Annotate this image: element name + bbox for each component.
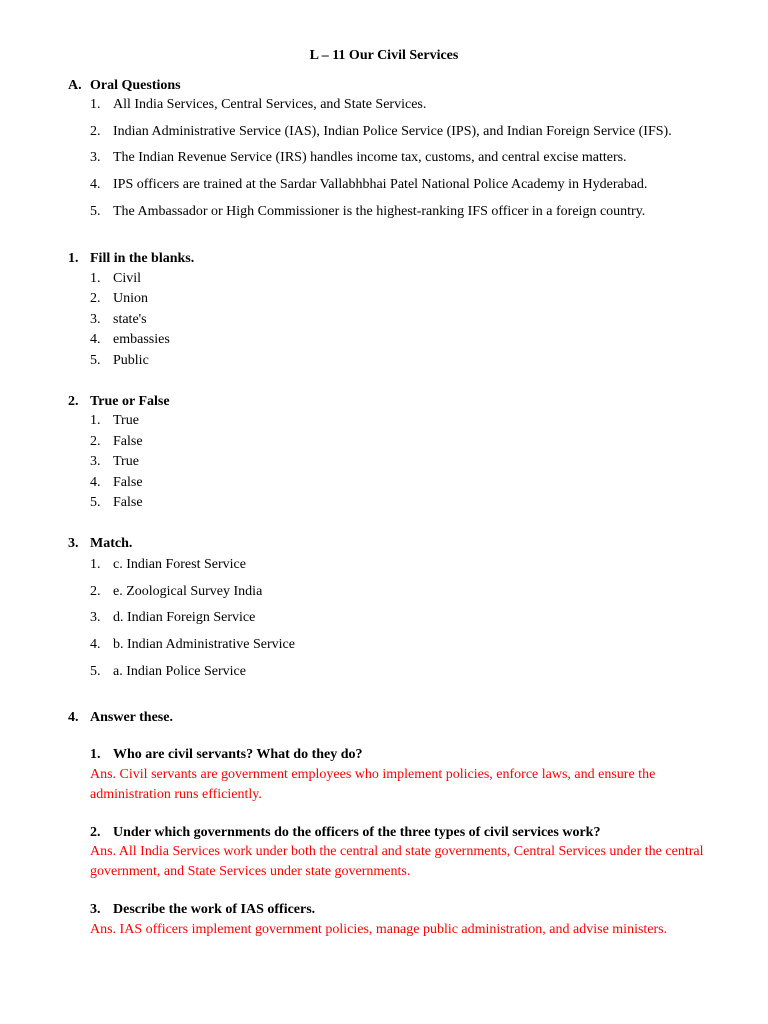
section-heading-fill: [68, 250, 194, 268]
section-title: Fill in the blanks.: [90, 251, 195, 266]
section-title: Match.: [90, 536, 133, 551]
question-text: Who are civil servants? What do they do?: [113, 747, 363, 762]
item-text: False: [113, 495, 143, 510]
item-number: 5.: [90, 495, 101, 510]
answer-text: Ans. All India Services work under both the central and state governments, Central Services under the central government, and State Services under state governments.: [90, 844, 704, 879]
item-text: a. Indian Police Service: [113, 664, 246, 679]
list-item: [90, 433, 143, 451]
question-number: 2.: [90, 825, 101, 840]
item-number: 4.: [90, 177, 101, 192]
list-item: [90, 609, 255, 627]
list-item: [90, 352, 149, 370]
item-number: 1.: [90, 413, 101, 428]
question-number: 1.: [90, 747, 101, 762]
list-item: [90, 636, 295, 654]
item-number: 1.: [90, 97, 101, 112]
list-item: [90, 176, 647, 194]
item-text: False: [113, 434, 143, 449]
list-item: [90, 149, 627, 167]
section-title: Answer these.: [90, 710, 173, 725]
item-text: Union: [113, 291, 148, 306]
item-text: The Ambassador or High Commissioner is the highest-ranking IFS officer in a foreign country.: [113, 204, 646, 219]
question: [90, 824, 600, 842]
list-item: [90, 270, 141, 288]
item-number: 5.: [90, 664, 101, 679]
item-number: 3.: [90, 454, 101, 469]
section-heading-match: [68, 535, 132, 553]
item-text: True: [113, 454, 139, 469]
list-item: [90, 583, 262, 601]
list-item: [90, 203, 645, 221]
item-text: c. Indian Forest Service: [113, 557, 246, 572]
list-item: [90, 290, 148, 308]
item-text: All India Services, Central Services, and State Services.: [113, 97, 427, 112]
section-marker: 1.: [68, 251, 79, 266]
section-title: True or False: [90, 394, 170, 409]
section-heading-oral: [68, 77, 181, 95]
question: [90, 746, 363, 764]
list-item: [90, 412, 139, 430]
page-title: L – 11 Our Civil Services: [309, 48, 459, 63]
section-title: Oral Questions: [90, 78, 181, 93]
list-item: [90, 663, 246, 681]
item-number: 5.: [90, 204, 101, 219]
item-number: 2.: [90, 584, 101, 599]
item-number: 3.: [90, 312, 101, 327]
item-text: e. Zoological Survey India: [113, 584, 263, 599]
list-item: [90, 96, 426, 114]
item-text: Civil: [113, 271, 142, 286]
section-heading-truefalse: [68, 393, 170, 411]
list-item: [90, 311, 147, 329]
section-marker: 3.: [68, 536, 79, 551]
item-number: 2.: [90, 291, 101, 306]
item-number: 2.: [90, 434, 101, 449]
section-heading-answer: [68, 709, 173, 727]
item-text: False: [113, 475, 143, 490]
question-number: 3.: [90, 902, 101, 917]
list-item: [90, 331, 170, 349]
answer-text: Ans. IAS officers implement government policies, manage public administration, and advise ministers.: [90, 922, 668, 937]
item-number: 1.: [90, 271, 101, 286]
question: [90, 901, 315, 919]
item-number: 3.: [90, 150, 101, 165]
item-text: IPS officers are trained at the Sardar Vallabhbhai Patel National Police Academy in Hyderabad.: [113, 177, 648, 192]
list-item: [90, 556, 246, 574]
item-text: Indian Administrative Service (IAS), Indian Police Service (IPS), and Indian Foreign Service (IFS).: [113, 124, 672, 139]
item-number: 4.: [90, 475, 101, 490]
list-item: [90, 494, 143, 512]
section-marker: 2.: [68, 394, 79, 409]
item-text: embassies: [113, 332, 170, 347]
item-text: The Indian Revenue Service (IRS) handles income tax, customs, and central excise matters.: [113, 150, 627, 165]
item-number: 1.: [90, 557, 101, 572]
item-text: state's: [113, 312, 147, 327]
item-number: 4.: [90, 332, 101, 347]
answer-text: Ans. Civil servants are government employees who implement policies, enforce laws, and ensure the administration runs efficiently.: [90, 767, 656, 802]
section-marker: 4.: [68, 710, 79, 725]
item-text: d. Indian Foreign Service: [113, 610, 256, 625]
list-item: [90, 453, 139, 471]
item-number: 3.: [90, 610, 101, 625]
section-marker: A.: [68, 78, 82, 93]
list-item: [90, 474, 143, 492]
item-number: 4.: [90, 637, 101, 652]
question-text: Describe the work of IAS officers.: [113, 902, 316, 917]
item-number: 5.: [90, 353, 101, 368]
item-number: 2.: [90, 124, 101, 139]
question-text: Under which governments do the officers of the three types of civil services work?: [113, 825, 601, 840]
item-text: Public: [113, 353, 149, 368]
item-text: True: [113, 413, 139, 428]
list-item: [90, 123, 672, 141]
item-text: b. Indian Administrative Service: [113, 637, 295, 652]
